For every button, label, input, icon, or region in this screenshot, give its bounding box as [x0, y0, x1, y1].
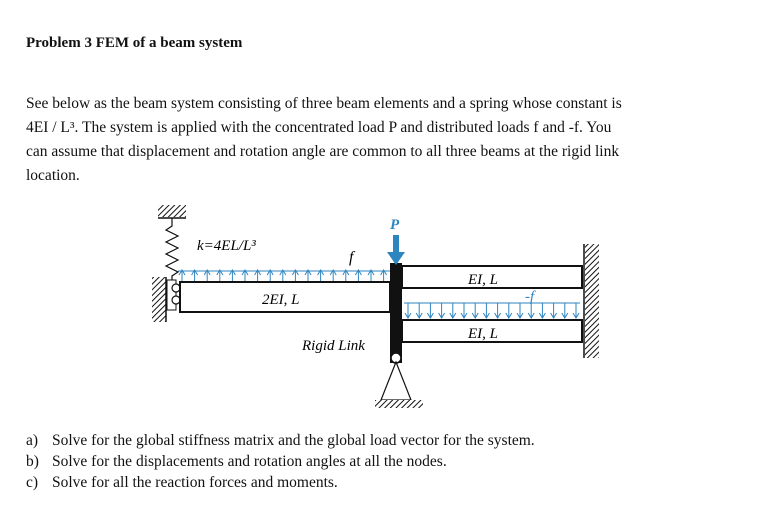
- pin-support-ground: [375, 400, 423, 408]
- left-wall-hatch: [152, 277, 166, 322]
- beam-bottom-right-label: EI, L: [468, 326, 498, 342]
- load-minus-f-arrow: [416, 303, 422, 318]
- load-f-arrow: [192, 270, 198, 281]
- pin-support-triangle: [381, 362, 411, 400]
- beam-left-label: 2EI, L: [262, 292, 300, 308]
- load-minus-f-arrow: [461, 303, 467, 318]
- load-f-arrow: [255, 270, 261, 281]
- load-f-arrow: [217, 270, 223, 281]
- statement-line-2: 4EI / L³. The system is applied with the concentrated load P and distributed loads f and -f. You: [26, 119, 612, 136]
- load-P-arrow: [387, 235, 405, 265]
- load-minus-f-arrow: [562, 303, 568, 318]
- statement-line-1: See below as the beam system consisting of three beam elements and a spring whose constant is: [26, 95, 622, 112]
- beam-top-right-label: EI, L: [468, 272, 498, 288]
- load-minus-f-arrow: [506, 303, 512, 318]
- spring: [166, 218, 178, 281]
- statement-line-3: can assume that displacement and rotation angle are common to all three beams at the rigid link: [26, 143, 620, 160]
- spring-ground-hatch: [158, 205, 186, 217]
- question-b: [26, 451, 535, 472]
- load-f-arrow: [355, 270, 361, 281]
- spring-label: k=4EL/L³: [197, 238, 256, 254]
- load-f-arrow: [305, 270, 311, 281]
- load-f-arrow: [381, 270, 387, 281]
- load-minus-f-arrow: [427, 303, 433, 318]
- load-f-arrow: [330, 270, 336, 281]
- question-list: [26, 430, 535, 493]
- load-f-arrow: [318, 270, 324, 281]
- distributed-load-f: [178, 270, 392, 281]
- right-wall-hatch: [585, 244, 599, 358]
- question-c: [26, 472, 535, 493]
- load-minus-f-label: -f: [525, 289, 535, 305]
- question-c-text: Solve for all the reaction forces and moments.: [52, 474, 338, 491]
- distributed-load-minus-f: [404, 303, 580, 318]
- load-f-arrow: [343, 270, 349, 281]
- load-f-arrow: [368, 270, 374, 281]
- load-minus-f-arrow: [517, 303, 523, 318]
- question-b-letter: b): [26, 453, 39, 470]
- load-f-arrow: [267, 270, 273, 281]
- load-f-arrow: [280, 270, 286, 281]
- load-f-label: f: [349, 249, 354, 266]
- question-a: [26, 430, 535, 451]
- load-minus-f-arrow: [573, 303, 579, 318]
- statement-line-4: location.: [26, 167, 80, 184]
- rigid-link-label: Rigid Link: [302, 338, 365, 354]
- question-a-letter: a): [26, 432, 39, 449]
- load-minus-f-arrow: [472, 303, 478, 318]
- question-c-letter: c): [26, 474, 39, 491]
- load-minus-f-arrow: [439, 303, 445, 318]
- load-minus-f-arrow: [528, 303, 534, 318]
- left-roller-top: [172, 284, 180, 292]
- load-f-arrow: [204, 270, 210, 281]
- load-P-label: P: [390, 217, 400, 233]
- load-minus-f-arrow: [405, 303, 411, 318]
- left-roller-bottom: [172, 296, 180, 304]
- load-f-arrow: [242, 270, 248, 281]
- load-f-arrow: [229, 270, 235, 281]
- load-minus-f-arrow: [450, 303, 456, 318]
- load-f-arrow: [179, 270, 185, 281]
- load-minus-f-arrow: [539, 303, 545, 318]
- rigid-link: [390, 263, 402, 363]
- question-b-text: Solve for the displacements and rotation angles at all the nodes.: [52, 453, 447, 470]
- load-minus-f-arrow: [495, 303, 501, 318]
- load-f-arrow: [292, 270, 298, 281]
- load-minus-f-arrow: [483, 303, 489, 318]
- load-minus-f-arrow: [551, 303, 557, 318]
- question-a-text: Solve for the global stiffness matrix and the global load vector for the system.: [52, 432, 535, 449]
- problem-title: Problem 3 FEM of a beam system: [26, 35, 243, 51]
